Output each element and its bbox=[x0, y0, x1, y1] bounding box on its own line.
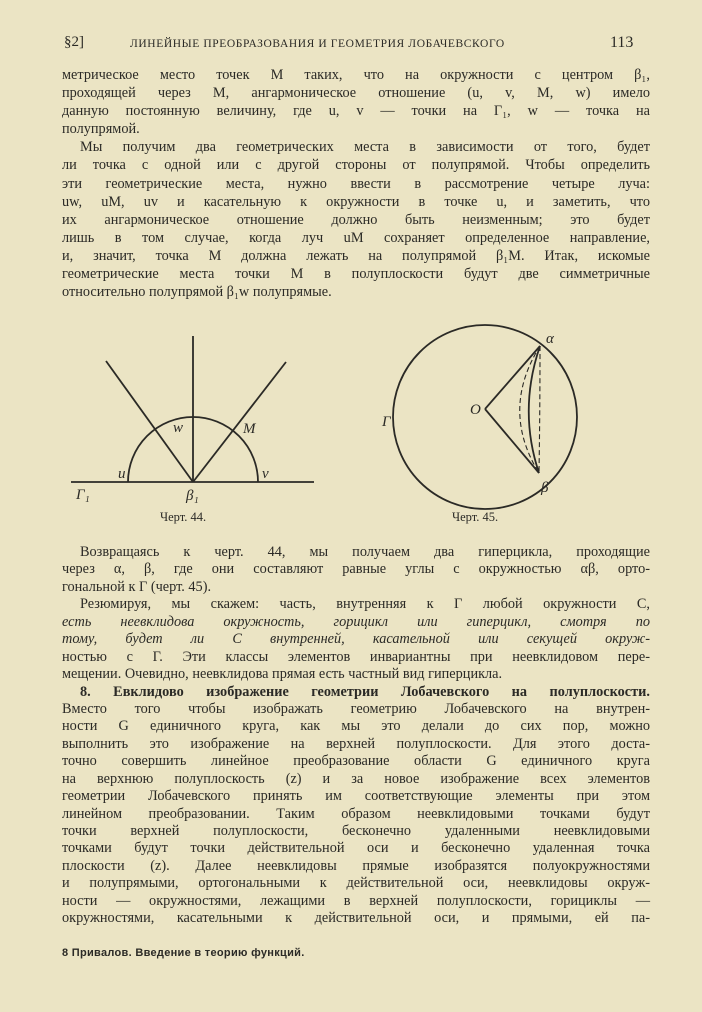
ray-M bbox=[193, 362, 286, 482]
label-w: w bbox=[173, 420, 184, 436]
text-line: данную постоянную величину, где u, v — точки на Γ₁, w — точка на bbox=[62, 103, 650, 120]
text-line: Возвращаясь к черт. 44, мы получаем два гиперцикла, проходящие bbox=[80, 544, 650, 560]
text-line: геометрии Лобачевского принять им соответствующие элементы при этом bbox=[62, 788, 650, 805]
caption-figure-44: Черт. 44. bbox=[160, 510, 207, 524]
figure-44 bbox=[71, 336, 314, 482]
text-line: эти геометрические места, нужно ввести в рассмотрение четыре луча: bbox=[62, 175, 650, 192]
hypercycle-2 bbox=[539, 346, 540, 473]
text-line: и полупрямыми, ортогональными к действительной оси, неевклидовы окруж- bbox=[62, 875, 650, 892]
text-line: Мы получим два геометрических места в зависимости от того, будет bbox=[80, 139, 650, 156]
label-u: u bbox=[118, 466, 126, 482]
label-alpha: α bbox=[546, 331, 554, 347]
text-line: проходящей через M, ангармоническое отношение (u, v, M, w) имело bbox=[62, 85, 650, 102]
text-line: тому, будет ли C внутренней, касательной или секущей окруж- bbox=[62, 631, 650, 648]
text-line: через α, β, где они составляют равные углы с окружностью αβ, орто- bbox=[62, 561, 650, 578]
text-block-bottom bbox=[62, 544, 650, 928]
text-line: точно совершить линейное преобразование области G единичного круга bbox=[62, 753, 650, 770]
label-gamma1: Γ₁ bbox=[76, 487, 90, 503]
running-title: ЛИНЕЙНЫЕ ПРЕОБРАЗОВАНИЯ И ГЕОМЕТРИЯ ЛОБАЧЕВСКОГО bbox=[130, 38, 505, 50]
text-line: ностью с Γ. Эти классы элементов инвариантны при неевклидовом пере- bbox=[62, 648, 650, 665]
caption-figure-45: Черт. 45. bbox=[452, 510, 499, 524]
label-beta: β bbox=[541, 480, 549, 496]
circle-gamma bbox=[393, 325, 577, 509]
figure-45 bbox=[393, 325, 577, 509]
text-line: относительно полупрямой β₁w полупрямые. bbox=[62, 284, 332, 301]
text-line: мещении. Очевидно, неевклидова прямая есть частный вид гиперцикла. bbox=[62, 666, 503, 683]
label-M: M bbox=[243, 421, 256, 437]
text-line: геометрические места точки M в полуплоскости будут две симметричные bbox=[62, 266, 650, 283]
text-line: Вместо того чтобы изображать геометрию Лобачевского на внутрен- bbox=[62, 700, 650, 717]
text-line: на верхнюю полуплоскость (z) и за новое изображение всех элементов bbox=[62, 770, 650, 787]
text-line: плоскости (z). Далее неевклидовы прямые изобразятся полуокружностями bbox=[62, 857, 650, 874]
text-line: полупрямой. bbox=[62, 121, 140, 138]
text-line: ности — окружностями, лежащими в верхней полуплоскости, горициклы — bbox=[62, 892, 650, 909]
label-O: O bbox=[470, 402, 481, 418]
text-line: ли точка с одной или с другой стороны от полупрямой. Чтобы определить bbox=[62, 157, 650, 174]
text-line: линейном преобразовании. Таким образом неевклидовыми точками будут bbox=[62, 805, 650, 822]
text-line: их ангармоническое отношение должно быть неизменным; это будет bbox=[62, 211, 650, 228]
label-gamma: Γ bbox=[382, 414, 391, 430]
text-line: гональной к Γ (черт. 45). bbox=[62, 578, 212, 595]
text-line: окружностями, касательными к действительной оси, и прямыми, ей па- bbox=[62, 910, 650, 927]
text-line: метрическое место точек M таких, что на окружности с центром β₁, bbox=[62, 67, 650, 83]
text-line: Резюмируя, мы скажем: часть, внутренняя к Γ любой окружности C, bbox=[80, 596, 650, 613]
label-beta1: β₁ bbox=[186, 488, 199, 504]
text-line: uw, uM, uv и касательную к окружности в точке u, и заметить, что bbox=[62, 193, 650, 210]
section-number: §2] bbox=[64, 34, 84, 50]
text-line: выполнить это изображение на верхней полуплоскости. Для этого доста- bbox=[62, 735, 650, 752]
text-line: есть неевклидова окружность, горицикл или гиперцикл, смотря по bbox=[62, 613, 650, 630]
text-line: лишь в том случае, когда луч uM сохраняет определенное направление, bbox=[62, 229, 650, 246]
text-line: ности G единичного круга, как мы это делали до сих пор, можно bbox=[62, 718, 650, 735]
section-heading-line: 8. Евклидово изображение геометрии Лобачевского на полуплоскости. bbox=[80, 683, 650, 700]
text-line: точки верхней полуплоскости, бесконечно удаленными неевклидовыми bbox=[62, 823, 650, 839]
footnote: 8 Привалов. Введение в теорию функций. bbox=[62, 947, 305, 959]
text-line: и, значит, точка M должна лежать на полупрямой β₁M. Итак, искомые bbox=[62, 247, 650, 264]
label-v: v bbox=[262, 466, 269, 482]
arc-alpha-beta bbox=[529, 346, 540, 473]
text-line: точками будут точки действительной оси и бесконечно удаленная точка bbox=[62, 840, 650, 857]
page-number: 113 bbox=[610, 34, 634, 51]
